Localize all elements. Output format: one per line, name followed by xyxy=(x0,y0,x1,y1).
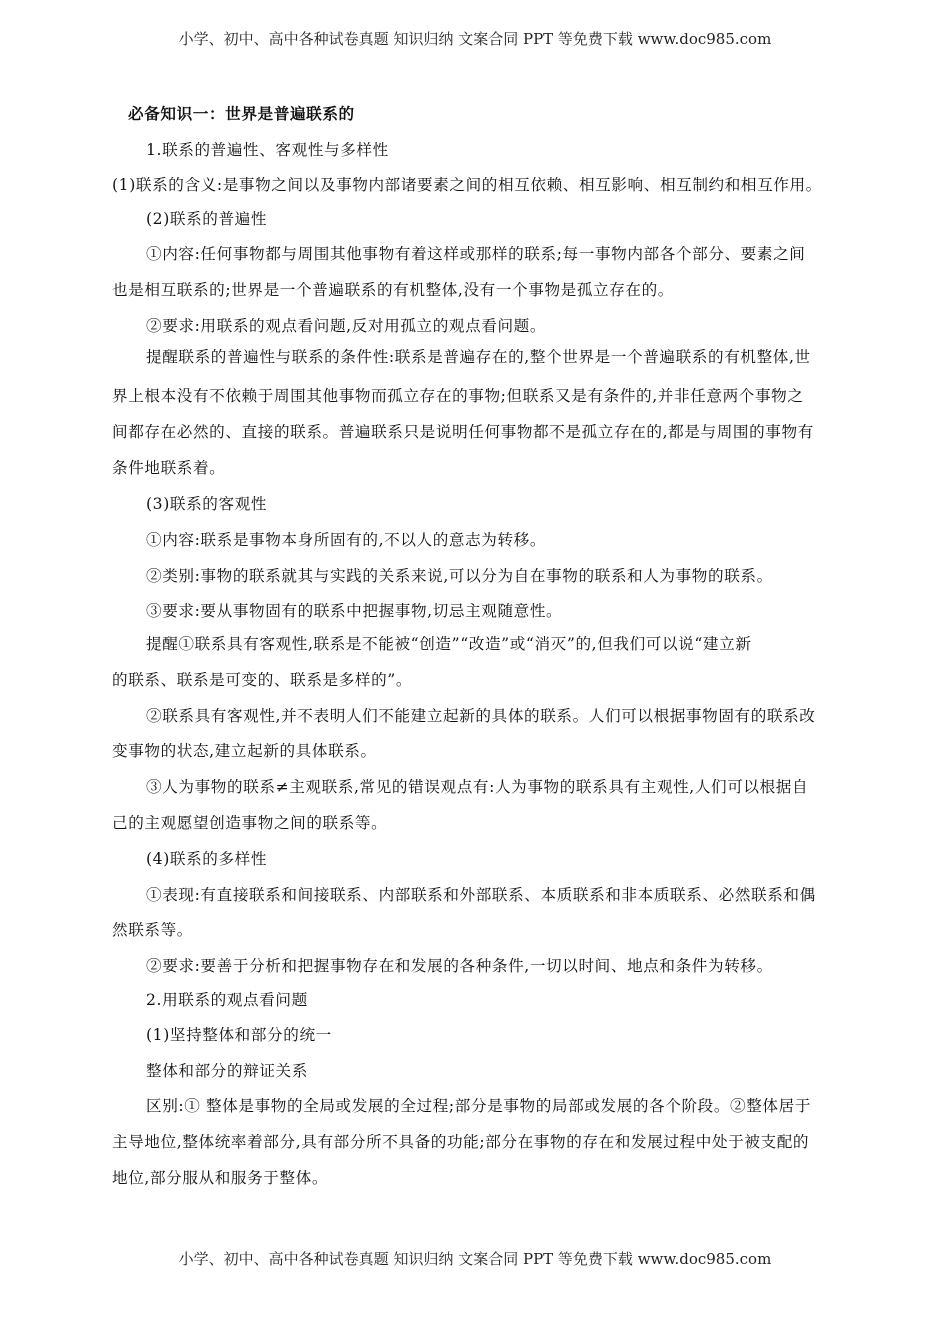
text-line: 主导地位,整体统率着部分,具有部分所不具备的功能;部分在事物的存在和发展过程中处于被支配的 xyxy=(112,1133,810,1151)
text-line: 提醒①联系具有客观性,联系是不能被“创造”“改造”或“消灭”的,但我们可以说“建立新 xyxy=(146,635,752,653)
text-line: ③人为事物的联系≠主观联系,常见的错误观点有:人为事物的联系具有主观性,人们可以根据自 xyxy=(146,778,809,796)
text-line: ③要求:要从事物固有的联系中把握事物,切忌主观随意性。 xyxy=(146,602,563,620)
text-line: 间都存在必然的、直接的联系。普遍联系只是说明任何事物都不是孤立存在的,都是与周围的事物有 xyxy=(112,423,814,441)
text-line: 然联系等。 xyxy=(112,921,193,939)
text-line: 区别:① 整体是事物的全局或发展的全过程;部分是事物的局部或发展的各个阶段。②整体居于 xyxy=(146,1097,812,1115)
text-line: ②要求:要善于分析和把握事物存在和发展的各种条件,一切以时间、地点和条件为转移。 xyxy=(146,957,773,975)
text-line: ①内容:联系是事物本身所固有的,不以人的意志为转移。 xyxy=(146,531,547,549)
text-line: 提醒联系的普遍性与联系的条件性:联系是普遍存在的,整个世界是一个普遍联系的有机整体,世 xyxy=(146,348,811,366)
text-line: ②类别:事物的联系就其与实践的关系来说,可以分为自在事物的联系和人为事物的联系。 xyxy=(146,567,773,585)
section-title: 必备知识一：世界是普遍联系的 xyxy=(128,104,355,123)
text-line: (2)联系的普遍性 xyxy=(146,210,268,228)
text-line: ①内容:任何事物都与周围其他事物有着这样或那样的联系;每一事物内部各个部分、要素之间 xyxy=(146,245,806,263)
text-line: ①表现:有直接联系和间接联系、内部联系和外部联系、本质联系和非本质联系、必然联系和偶 xyxy=(146,886,816,904)
page-footer: 小学、初中、高中各种试卷真题 知识归纳 文案合同 PPT 等免费下载 www.doc985.com xyxy=(178,1250,772,1268)
text-line: (1)联系的含义:是事物之间以及事物内部诸要素之间的相互依赖、相互影响、相互制约和相互作用。 xyxy=(112,176,822,194)
text-line: 条件地联系着。 xyxy=(112,459,226,477)
text-line: (1)坚持整体和部分的统一 xyxy=(146,1026,332,1044)
text-line: 2.用联系的观点看问题 xyxy=(146,991,308,1009)
text-line: (3)联系的客观性 xyxy=(146,495,268,513)
text-line: 变事物的状态,建立起新的具体联系。 xyxy=(112,742,377,760)
text-line: 1.联系的普遍性、客观性与多样性 xyxy=(146,141,389,159)
text-line: (4)联系的多样性 xyxy=(146,850,268,868)
text-line: 己的主观愿望创造事物之间的联系等。 xyxy=(112,814,388,832)
text-line: 整体和部分的辩证关系 xyxy=(146,1062,308,1080)
page-header: 小学、初中、高中各种试卷真题 知识归纳 文案合同 PPT 等免费下载 www.doc985.com xyxy=(178,30,772,48)
text-line: ②联系具有客观性,并不表明人们不能建立起新的具体的联系。人们可以根据事物固有的联系改 xyxy=(146,707,816,725)
text-line: 也是相互联系的;世界是一个普遍联系的有机整体,没有一个事物是孤立存在的。 xyxy=(112,281,674,299)
text-line: 界上根本没有不依赖于周围其他事物而孤立存在的事物;但联系又是有条件的,并非任意两个事物之 xyxy=(112,387,804,405)
text-line: ②要求:用联系的观点看问题,反对用孤立的观点看问题。 xyxy=(146,317,547,335)
text-line: 的联系、联系是可变的、联系是多样的”。 xyxy=(112,671,413,689)
text-line: 地位,部分服从和服务于整体。 xyxy=(112,1169,329,1187)
